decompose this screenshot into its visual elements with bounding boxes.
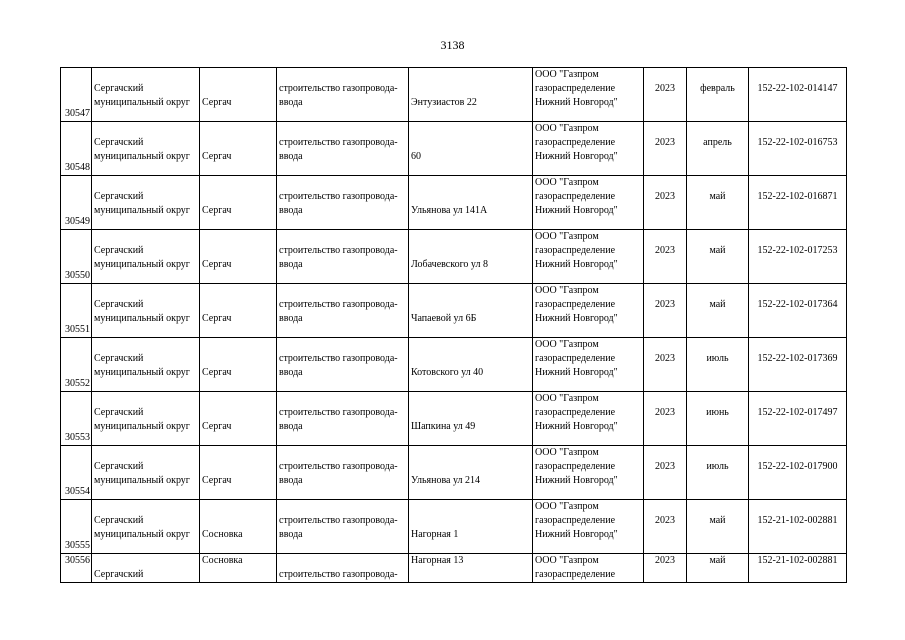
work-type-cell: строительство газопровода-ввода xyxy=(277,500,409,554)
organization-cell: ООО "Газпром газораспределение Нижний Новгород" xyxy=(533,392,644,446)
locality-cell: Сергач xyxy=(200,392,277,446)
year-cell: 2023 xyxy=(644,338,687,392)
locality-cell: Сергач xyxy=(200,176,277,230)
year-cell: 2023 xyxy=(644,68,687,122)
address-cell: Котовского ул 40 xyxy=(409,338,533,392)
locality-cell: Сергач xyxy=(200,338,277,392)
district-cell: Сергачский муниципальный округ xyxy=(92,446,200,500)
district-cell: Сергачский муниципальный округ xyxy=(92,176,200,230)
work-type-cell: строительство газопровода-ввода xyxy=(277,68,409,122)
row-number: 30551 xyxy=(61,284,92,338)
month-cell: май xyxy=(687,500,749,554)
work-type-cell: строительство газопровода- xyxy=(277,554,409,583)
code-cell: 152-22-102-017497 xyxy=(749,392,847,446)
row-number: 30556 xyxy=(61,554,92,583)
locality-cell: Сергач xyxy=(200,284,277,338)
organization-cell: ООО "Газпром газораспределение Нижний Новгород" xyxy=(533,338,644,392)
month-cell: май xyxy=(687,284,749,338)
district-cell: Сергачский муниципальный округ xyxy=(92,500,200,554)
organization-cell: ООО "Газпром газораспределение Нижний Новгород" xyxy=(533,230,644,284)
month-cell: апрель xyxy=(687,122,749,176)
address-cell: Чапаевой ул 6Б xyxy=(409,284,533,338)
organization-cell: ООО "Газпром газораспределение xyxy=(533,554,644,583)
year-cell: 2023 xyxy=(644,122,687,176)
work-type-cell: строительство газопровода-ввода xyxy=(277,392,409,446)
address-cell: Лобачевского ул 8 xyxy=(409,230,533,284)
locality-cell: Сергач xyxy=(200,230,277,284)
address-cell: Нагорная 13 xyxy=(409,554,533,583)
code-cell: 152-22-102-016871 xyxy=(749,176,847,230)
work-type-cell: строительство газопровода-ввода xyxy=(277,122,409,176)
month-cell: май xyxy=(687,230,749,284)
row-number: 30548 xyxy=(61,122,92,176)
row-number: 30547 xyxy=(61,68,92,122)
month-cell: июнь xyxy=(687,392,749,446)
code-cell: 152-22-102-017253 xyxy=(749,230,847,284)
organization-cell: ООО "Газпром газораспределение Нижний Новгород" xyxy=(533,68,644,122)
year-cell: 2023 xyxy=(644,284,687,338)
row-number: 30549 xyxy=(61,176,92,230)
table-row xyxy=(61,122,847,176)
row-number: 30554 xyxy=(61,446,92,500)
table-row xyxy=(61,554,847,583)
year-cell: 2023 xyxy=(644,392,687,446)
locality-cell: Сосновка xyxy=(200,500,277,554)
month-cell: май xyxy=(687,176,749,230)
address-cell: Шапкина ул 49 xyxy=(409,392,533,446)
code-cell: 152-21-102-002881 xyxy=(749,500,847,554)
district-cell: Сергачский муниципальный округ xyxy=(92,392,200,446)
registry-sheet xyxy=(60,67,847,583)
locality-cell: Сергач xyxy=(200,68,277,122)
code-cell: 152-22-102-017369 xyxy=(749,338,847,392)
locality-cell: Сергач xyxy=(200,122,277,176)
table-row xyxy=(61,284,847,338)
code-cell: 152-22-102-017364 xyxy=(749,284,847,338)
month-cell: июль xyxy=(687,446,749,500)
code-cell: 152-22-102-016753 xyxy=(749,122,847,176)
district-cell: Сергачский муниципальный округ xyxy=(92,68,200,122)
row-number: 30552 xyxy=(61,338,92,392)
district-cell: Сергачский муниципальный округ xyxy=(92,122,200,176)
work-type-cell: строительство газопровода-ввода xyxy=(277,446,409,500)
page-number: 3138 xyxy=(440,38,465,52)
work-type-cell: строительство газопровода-ввода xyxy=(277,230,409,284)
address-cell: Энтузиастов 22 xyxy=(409,68,533,122)
district-cell: Сергачский муниципальный округ xyxy=(92,230,200,284)
code-cell: 152-22-102-014147 xyxy=(749,68,847,122)
table-row xyxy=(61,68,847,122)
work-type-cell: строительство газопровода-ввода xyxy=(277,176,409,230)
organization-cell: ООО "Газпром газораспределение Нижний Новгород" xyxy=(533,176,644,230)
address-cell: 60 xyxy=(409,122,533,176)
organization-cell: ООО "Газпром газораспределение Нижний Новгород" xyxy=(533,500,644,554)
address-cell: Ульянова ул 214 xyxy=(409,446,533,500)
address-cell: Нагорная 1 xyxy=(409,500,533,554)
month-cell: май xyxy=(687,554,749,583)
row-number: 30550 xyxy=(61,230,92,284)
table-row xyxy=(61,392,847,446)
work-type-cell: строительство газопровода-ввода xyxy=(277,338,409,392)
table-row xyxy=(61,230,847,284)
month-cell: июль xyxy=(687,338,749,392)
address-cell: Ульянова ул 141А xyxy=(409,176,533,230)
row-number: 30553 xyxy=(61,392,92,446)
table-row xyxy=(61,500,847,554)
locality-cell: Сергач xyxy=(200,446,277,500)
year-cell: 2023 xyxy=(644,554,687,583)
year-cell: 2023 xyxy=(644,230,687,284)
year-cell: 2023 xyxy=(644,500,687,554)
district-cell: Сергачский xyxy=(92,554,200,583)
table-row xyxy=(61,176,847,230)
organization-cell: ООО "Газпром газораспределение Нижний Новгород" xyxy=(533,446,644,500)
work-type-cell: строительство газопровода-ввода xyxy=(277,284,409,338)
organization-cell: ООО "Газпром газораспределение Нижний Новгород" xyxy=(533,122,644,176)
registry-body xyxy=(61,68,847,583)
district-cell: Сергачский муниципальный округ xyxy=(92,284,200,338)
table-row xyxy=(61,446,847,500)
row-number: 30555 xyxy=(61,500,92,554)
code-cell: 152-21-102-002881 xyxy=(749,554,847,583)
year-cell: 2023 xyxy=(644,176,687,230)
month-cell: февраль xyxy=(687,68,749,122)
district-cell: Сергачский муниципальный округ xyxy=(92,338,200,392)
locality-cell: Сосновка xyxy=(200,554,277,583)
registry-table xyxy=(60,67,847,583)
code-cell: 152-22-102-017900 xyxy=(749,446,847,500)
table-row xyxy=(61,338,847,392)
organization-cell: ООО "Газпром газораспределение Нижний Новгород" xyxy=(533,284,644,338)
year-cell: 2023 xyxy=(644,446,687,500)
